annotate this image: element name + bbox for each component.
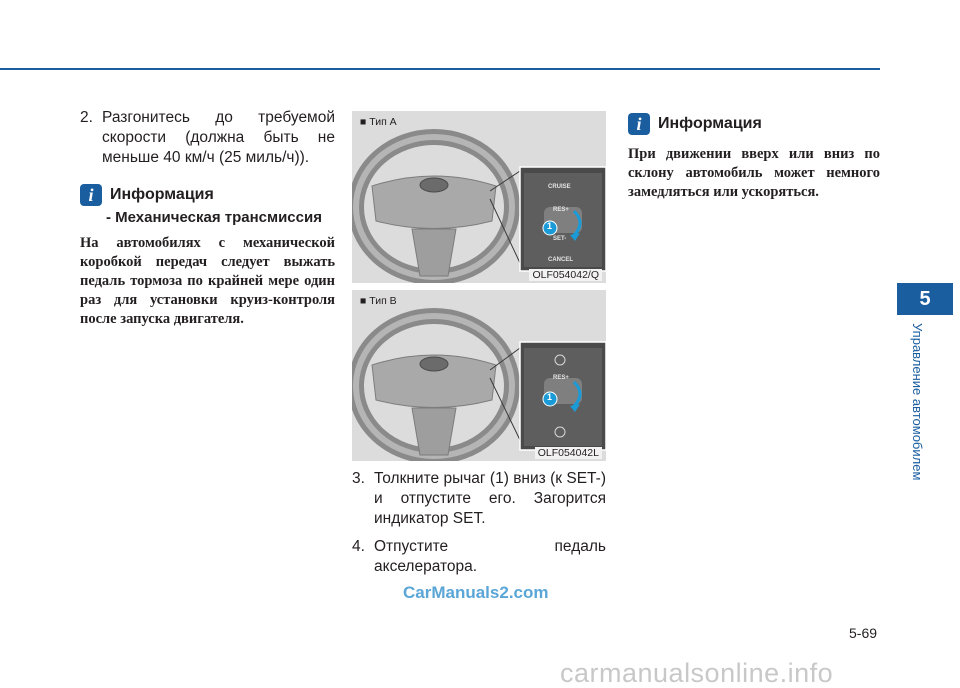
step-text: Отпустите педаль акселератора.: [374, 538, 606, 575]
step-3: [352, 469, 606, 529]
button-res-plus: RES+: [553, 375, 569, 381]
figure-type-a: [352, 111, 606, 283]
right-column: [628, 113, 880, 202]
info-header: [80, 184, 335, 206]
middle-column: [352, 111, 606, 577]
step-4: [352, 537, 606, 577]
info-body: На автомобилях с механической коробкой передач следует выжать педаль тормоза по крайней мере один раз для установки круиз-контроля после запуска двигателя.: [80, 235, 335, 327]
info-icon: i: [80, 184, 102, 206]
step-text: Разгонитесь до требуемой скорости (должна быть не меньше 40 км/ч (25 миль/ч)).: [102, 109, 335, 166]
button-cruise: CRUISE: [548, 184, 571, 190]
chapter-tab: 5: [897, 283, 953, 315]
page-number: 5-69: [849, 625, 878, 641]
step-number: 4.: [352, 538, 365, 555]
figure-code: OLF054042L: [535, 447, 602, 459]
left-column: [80, 108, 335, 329]
figure-code: OLF054042/Q: [529, 269, 602, 281]
info-icon: i: [628, 113, 650, 135]
figure-type-label: ■ Тип A: [360, 116, 397, 128]
step-number: 3.: [352, 470, 365, 487]
step-2: [80, 108, 335, 168]
info-title: Информация: [658, 115, 762, 132]
step-text: Толкните рычаг (1) вниз (к SET-) и отпустите его. Загорится индикатор SET.: [374, 470, 606, 527]
info-subtitle: - Механическая трансмиссия: [106, 209, 322, 226]
button-res-plus: RES+: [553, 207, 569, 213]
figure-type-b: [352, 289, 606, 461]
figure-type-label: ■ Тип B: [360, 295, 397, 307]
step-number: 2.: [80, 109, 93, 126]
chapter-title: Управление автомобилем: [910, 323, 925, 481]
button-set-minus: SET-: [553, 236, 567, 242]
info-header: [628, 113, 880, 135]
info-body: При движении вверх или вниз по склону автомобиль может немного замедляться или ускоряться.: [628, 146, 880, 200]
callout-number: 1: [547, 221, 553, 231]
callout-number: 1: [547, 392, 553, 402]
button-cancel: CANCEL: [548, 257, 573, 263]
info-title: Информация: [110, 186, 214, 203]
watermark-link[interactable]: CarManuals2.com: [403, 583, 549, 602]
site-watermark: carmanualsonline.info: [560, 658, 834, 688]
header-rule: [0, 68, 880, 70]
